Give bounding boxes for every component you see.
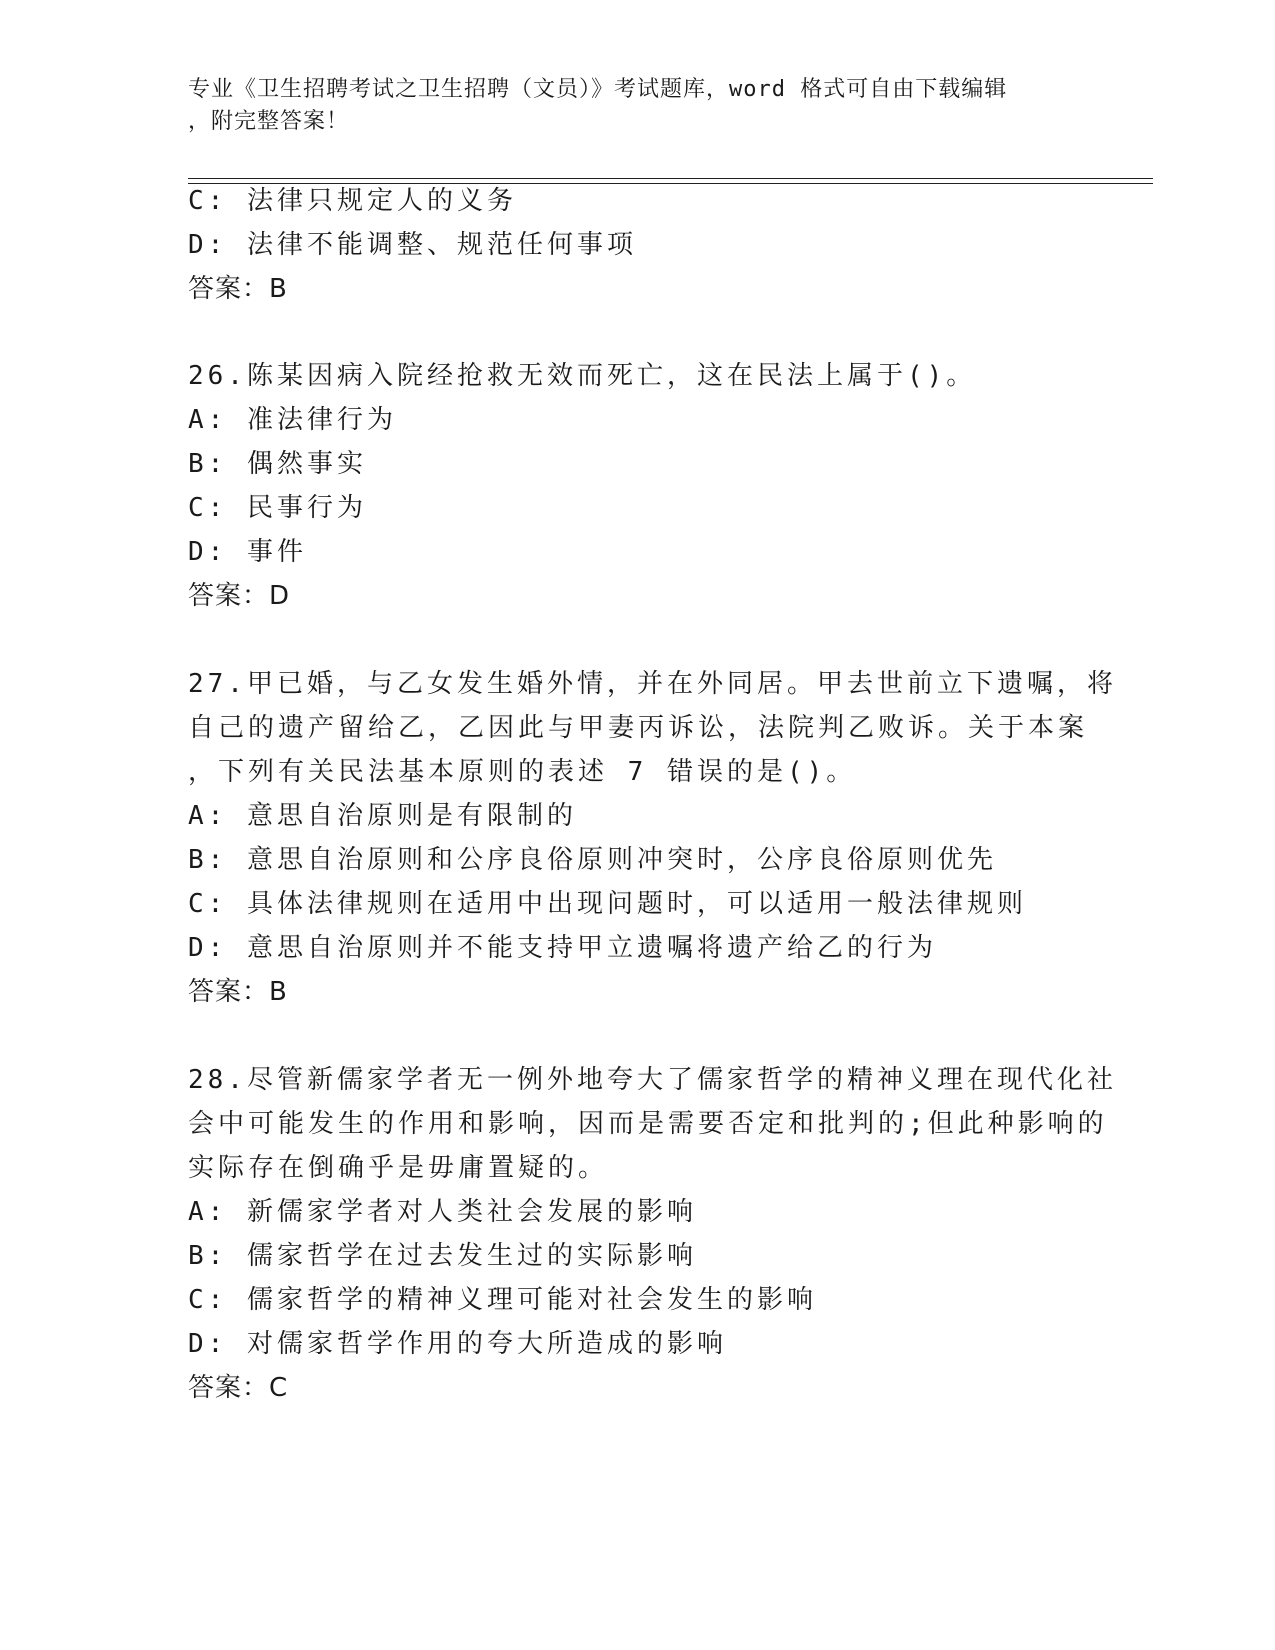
q27-answer: 答案：B — [188, 977, 288, 1007]
q26-answer: 答案：D — [188, 581, 291, 611]
prev-option-c: C: 法律只规定人的义务 — [188, 186, 517, 216]
header-divider-top — [188, 178, 1153, 179]
q26-option-c: C: 民事行为 — [188, 493, 367, 523]
q26-stem: 26.陈某因病入院经抢救无效而死亡，这在民法上属于()。 — [188, 361, 977, 391]
q27-option-b: B: 意思自治原则和公序良俗原则冲突时，公序良俗原则优先 — [188, 845, 997, 875]
header-line-2: ，附完整答案！ — [188, 109, 350, 134]
q27-stem-line-3: ，下列有关民法基本原则的表述 7 错误的是()。 — [188, 757, 857, 787]
q28-answer: 答案：C — [188, 1373, 289, 1403]
q28-stem-line-3: 实际存在倒确乎是毋庸置疑的。 — [188, 1153, 609, 1183]
q27-stem-line-1: 27.甲已婚，与乙女发生婚外情，并在外同居。甲去世前立下遗嘱，将 — [188, 669, 1117, 699]
header-line-1: 专业《卫生招聘考试之卫生招聘（文员）》考试题库，word 格式可自由下载编辑 — [188, 77, 1008, 102]
q28-stem-line-2: 会中可能发生的作用和影响，因而是需要否定和批判的;但此种影响的 — [188, 1109, 1108, 1139]
q27-option-c: C: 具体法律规则在适用中出现问题时，可以适用一般法律规则 — [188, 889, 1027, 919]
q28-option-a: A: 新儒家学者对人类社会发展的影响 — [188, 1197, 697, 1227]
q26-option-a: A: 准法律行为 — [188, 405, 397, 435]
q28-option-b: B: 儒家哲学在过去发生过的实际影响 — [188, 1241, 697, 1271]
q27-stem-line-2: 自己的遗产留给乙，乙因此与甲妻丙诉讼，法院判乙败诉。关于本案 — [188, 713, 1089, 743]
prev-option-d: D: 法律不能调整、规范任何事项 — [188, 230, 637, 260]
q26-option-d: D: 事件 — [188, 537, 307, 567]
document-header — [188, 74, 1068, 138]
q28-option-c: C: 儒家哲学的精神义理可能对社会发生的影响 — [188, 1285, 817, 1315]
q26-option-b: B: 偶然事实 — [188, 449, 367, 479]
q27-option-d: D: 意思自治原则并不能支持甲立遗嘱将遗产给乙的行为 — [188, 933, 937, 963]
q28-option-d: D: 对儒家哲学作用的夸大所造成的影响 — [188, 1329, 727, 1359]
prev-answer: 答案：B — [188, 274, 288, 304]
q28-stem-line-1: 28.尽管新儒家学者无一例外地夸大了儒家哲学的精神义理在现代化社 — [188, 1065, 1117, 1095]
q27-option-a: A: 意思自治原则是有限制的 — [188, 801, 577, 831]
